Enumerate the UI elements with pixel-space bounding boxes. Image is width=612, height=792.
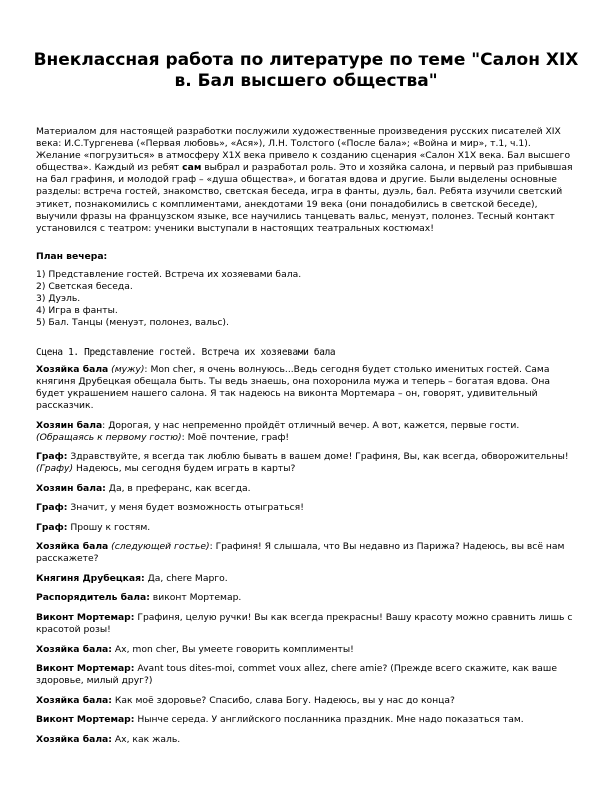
intro-bold-word: сам [182, 162, 202, 174]
stage-direction: (Графу) [36, 463, 74, 475]
dialog-line [36, 364, 576, 412]
title-line-2: в. Бал высшего общества" [174, 71, 438, 91]
speaker: Граф: [36, 502, 68, 514]
speaker: Хозяйка бала [36, 541, 109, 553]
dialog-line [36, 695, 576, 707]
replica: : Mon cher, я очень волнуюсь...Ведь сегодня будет столько именитых гостей. Сама княгиня Друбецкая обещала быть. Ты ведь знаешь, она похоронила мужа и теперь – богатая вдова. Она будет украшением нашего салона. Я так надеюсь на виконта Мортемара – он, говорят, удивительный рассказчик. [36, 364, 550, 412]
plan-item: 3) Дуэль. [36, 293, 81, 305]
replica-end: : Моё почтение, граф! [181, 431, 290, 443]
dialog-line [36, 522, 576, 534]
plan-item: 2) Светская беседа. [36, 281, 133, 293]
speaker: Хозяин бала: [36, 482, 106, 494]
intro-text-1: Материалом для настоящей разработки послужили художественные произведения русских писателей XIX века: И.С.Тургенева («Первая любовь», «Ася»), Л.Н. Толстого («После бала»; «Война и мир», т.1, ч.1). Желание «погрузиться» в атмосферу Х1Х века привело к созданию сценария «Салон Х1Х века. Бал высшего общества». Каждый из ребят [36, 126, 571, 174]
speaker: Хозяйка бала: [36, 733, 112, 745]
dialog-line [36, 592, 576, 604]
plan-item: 5) Бал. Танцы (менуэт, полонез, вальс). [36, 317, 229, 329]
replica: Как моё здоровье? Спасибо, слава Богу. Надеюсь, вы у нас до конца? [111, 694, 455, 706]
stage-direction: (Обращаясь к первому гостю) [36, 431, 182, 443]
replica: Значит, у меня будет возможность отыграться! [67, 502, 304, 514]
plan-item: 4) Игра в фанты. [36, 305, 118, 317]
replica: Ах, как жаль. [111, 733, 181, 745]
dialog-line [36, 573, 576, 585]
dialog-line [36, 451, 576, 475]
speaker: Хозяйка бала: [36, 694, 112, 706]
plan-title: План вечера: [36, 251, 108, 262]
speaker: Хозяйка бала: [36, 643, 112, 655]
replica: Нынче середа. У английского посланника праздник. Мне надо показаться там. [134, 714, 524, 726]
intro-text-2: выбрал и разработал роль. Это и хозяйка салона, и первый раз прибывшая на бал графиня, и молодой граф – «душа общества», и богатая вдова и другие. Были выделены основные разделы: встреча гостей, знакомство, светская беседа, игра в фанты, дуэль, бал. Ребята изучили светский этикет, познакомились с комплиментами, анекдотами 19 века (они понадобились в светской беседе), выучили фразы на французском языке, все научились танцевать вальс, менуэт, полонез. Тесный контакт установился с театром: ученики выступали в настоящих театральных костюмах! [36, 162, 573, 234]
speaker: Виконт Мортемар: [36, 611, 135, 623]
dialog-line [36, 483, 576, 495]
dialog-line [36, 734, 576, 746]
replica: : Графиня! Я слышала, что Вы недавно из Парижа? Надеюсь, вы всё нам расскажете? [36, 541, 565, 565]
dialog-line [36, 420, 576, 444]
dialog-line [36, 663, 576, 687]
title-line-1: Внеклассная работа по литературе по теме "Салон XIX [33, 50, 579, 70]
plan-item: 1) Представление гостей. Встреча их хозяевами бала. [36, 269, 302, 280]
dialog-line [36, 644, 576, 656]
replica: виконт Мортемар. [149, 592, 242, 604]
replica: Ах, mon cher, Вы умеете говорить комплименты! [111, 643, 354, 655]
stage-direction: (мужу) [108, 364, 145, 375]
speaker: Виконт Мортемар: [36, 662, 135, 674]
dialog-line [36, 714, 576, 726]
replica: : Дорогая, у нас непременно пройдёт отличный вечер. А вот, кажется, первые гости. [102, 419, 520, 431]
scene-title: Сцена 1. Представление гостей. Встреча их хозяевами бала [36, 347, 336, 358]
speaker: Граф: [36, 451, 68, 463]
speaker: Хозяин бала [36, 419, 103, 431]
document-title [30, 50, 582, 92]
speaker: Виконт Мортемар: [36, 714, 135, 726]
dialog-line [36, 502, 576, 514]
replica-end: Надеюсь, мы сегодня будем играть в карты? [73, 463, 296, 475]
plan-list [36, 269, 301, 329]
replica: Здравствуйте, я всегда так люблю бывать в вашем доме! Графиня, Вы, как всегда, обворожительны! [67, 451, 569, 463]
replica: Графиня, целую ручки! Вы как всегда прекрасны! Вашу красоту можно сравнить лишь с красотой розы! [36, 611, 573, 636]
intro-paragraph [36, 126, 576, 235]
dialog [36, 364, 576, 753]
speaker: Княгиня Друбецкая: [36, 572, 145, 584]
replica: Да, chere Марго. [144, 572, 228, 584]
replica: Прошу к гостям. [67, 521, 151, 533]
speaker: Распорядитель бала: [36, 592, 150, 604]
speaker: Хозяйка бала [36, 364, 109, 375]
replica: Avant tous dites-moi, commet voux allez, chere amie? (Прежде всего скажите, как ваше здоровье, милый друг?) [36, 662, 557, 687]
replica: Да, в преферанс, как всегда. [105, 482, 251, 494]
dialog-line [36, 612, 576, 636]
speaker: Граф: [36, 521, 68, 533]
stage-direction: (следующей гостье) [108, 541, 210, 553]
dialog-line [36, 541, 576, 565]
